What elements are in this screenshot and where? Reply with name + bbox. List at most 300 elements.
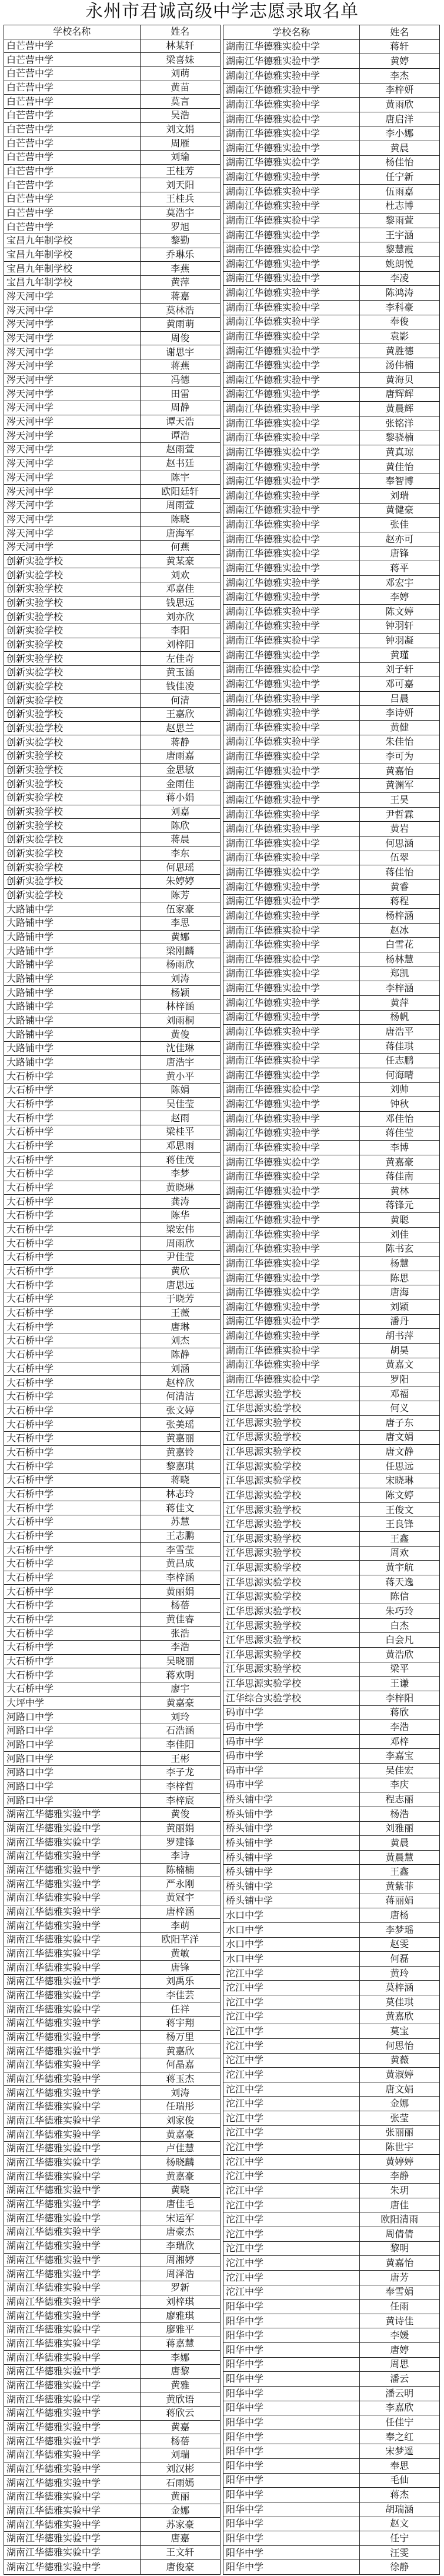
- school-cell: 白芒营中学: [4, 39, 141, 53]
- student-name-cell: 梁桂平: [140, 1125, 220, 1139]
- school-cell: 白芒营中学: [4, 67, 141, 81]
- student-name-cell: 黎慧霞: [359, 242, 439, 257]
- table-row: [4, 1459, 221, 1474]
- school-cell: 大石桥中学: [4, 1612, 141, 1627]
- table-row: [223, 1300, 440, 1315]
- student-name-cell: 黄岩: [359, 822, 439, 837]
- school-cell: 湖南江华德雅实验中学: [223, 39, 360, 54]
- table-row: [223, 459, 440, 474]
- school-cell: 水口中学: [223, 1908, 360, 1923]
- student-name-cell: 唐芳: [359, 2270, 439, 2285]
- school-cell: 湖南江华德雅实验中学: [4, 2392, 141, 2407]
- student-name-cell: 黄晓琳: [140, 1181, 220, 1195]
- student-name-cell: 刘天阳: [140, 178, 220, 192]
- school-cell: 宝昌九年制学校: [4, 234, 141, 248]
- student-name-cell: 黄苗: [140, 81, 220, 95]
- school-cell: 大路铺中学: [4, 944, 141, 958]
- school-cell: 湖南江华德雅实验中学: [4, 2017, 141, 2031]
- table-row: [4, 122, 221, 136]
- student-name-cell: 刘禹乐: [140, 1975, 220, 1989]
- school-cell: 湖南江华德雅实验中学: [4, 2406, 141, 2420]
- student-name-cell: 廖宇: [140, 1682, 220, 1696]
- table-row: [223, 1430, 440, 1445]
- school-cell: 湖南江华德雅实验中学: [223, 98, 360, 112]
- table-row: [4, 276, 221, 290]
- student-name-cell: 黄萍: [359, 995, 439, 1010]
- school-cell: 湖南江华德雅实验中学: [4, 2002, 141, 2017]
- school-cell: 湖南江华德雅实验中学: [223, 1082, 360, 1097]
- table-row: [4, 1752, 221, 1766]
- school-cell: 河路口中学: [4, 1794, 141, 1808]
- school-cell: 大石桥中学: [4, 1334, 141, 1348]
- table-row: [4, 1069, 221, 1084]
- school-cell: 创新实验学校: [4, 847, 141, 861]
- table-row: [223, 1358, 440, 1372]
- student-name-cell: 王昊: [359, 793, 439, 808]
- student-name-cell: 黄林: [359, 1184, 439, 1199]
- table-row: [223, 1937, 440, 1952]
- student-name-cell: 廖雅琪: [140, 2309, 220, 2323]
- school-cell: 河路口中学: [4, 1752, 141, 1766]
- school-cell: 沱江中学: [223, 2140, 360, 2155]
- student-name-cell: 黄健豪: [359, 503, 439, 518]
- table-row: [4, 95, 221, 109]
- table-row: [223, 1618, 440, 1633]
- table-row: [4, 2155, 221, 2170]
- student-name-cell: 张莹: [359, 2111, 439, 2126]
- school-cell: 湖南江华德雅实验中学: [223, 300, 360, 315]
- student-name-cell: 杨慧: [359, 1257, 439, 1271]
- student-name-cell: 莫宝: [359, 2024, 439, 2039]
- student-name-cell: 张丽丽: [359, 2125, 439, 2140]
- table-row: [4, 763, 221, 777]
- student-name-cell: 吴晓丽: [140, 1654, 220, 1668]
- student-name-cell: 黄晨: [359, 141, 439, 156]
- school-cell: 湖南江华德雅实验中学: [4, 2476, 141, 2490]
- student-name-cell: 李浩: [359, 1720, 439, 1735]
- student-name-cell: 黄婷婷: [359, 2154, 439, 2169]
- student-name-cell: 黄俊: [140, 1028, 220, 1042]
- student-name-cell: 李可为: [359, 749, 439, 764]
- student-name-cell: 黄昌成: [140, 1557, 220, 1571]
- school-cell: 湖南江华德雅实验中学: [223, 387, 360, 402]
- student-name-cell: 刘梓阳: [140, 638, 220, 652]
- school-cell: 湖南江华德雅实验中学: [223, 1054, 360, 1068]
- student-name-cell: 黄丽娟: [140, 1821, 220, 1835]
- school-cell: 创新实验学校: [4, 554, 141, 568]
- school-cell: 湖南江华德雅实验中学: [223, 214, 360, 228]
- table-row: [223, 764, 440, 778]
- student-name-cell: 黄玉涵: [140, 665, 220, 679]
- school-cell: 创新实验学校: [4, 624, 141, 638]
- school-cell: 湖南江华德雅实验中学: [4, 1835, 141, 1849]
- table-row: [223, 590, 440, 605]
- school-cell: 湖南江华德雅实验中学: [4, 2364, 141, 2378]
- name-column-header: 姓名: [359, 25, 439, 40]
- student-name-cell: 黄雨萌: [140, 318, 220, 332]
- student-name-cell: 杨雨欣: [140, 958, 220, 972]
- school-cell: 涔天河中学: [4, 498, 141, 512]
- table-row: [223, 1749, 440, 1764]
- table-row: [4, 415, 221, 429]
- school-cell: 水口中学: [223, 1937, 360, 1952]
- student-name-cell: 潘丹: [359, 1314, 439, 1329]
- table-row: [4, 1779, 221, 1794]
- school-cell: 涔天河中学: [4, 401, 141, 415]
- school-cell: 大石桥中学: [4, 1139, 141, 1153]
- table-row: [4, 1724, 221, 1738]
- school-cell: 湖南江华德雅实验中学: [223, 329, 360, 344]
- student-name-cell: 奉思: [359, 2459, 439, 2474]
- school-cell: 湖南江华德雅实验中学: [223, 1358, 360, 1372]
- school-cell: 码市中学: [223, 1749, 360, 1764]
- student-name-cell: 黄健: [359, 721, 439, 735]
- student-name-cell: 陈欣: [140, 819, 220, 833]
- table-row: [223, 416, 440, 431]
- table-row: [4, 749, 221, 763]
- school-cell: 阳华中学: [223, 2328, 360, 2343]
- table-row: [223, 2531, 440, 2546]
- school-cell: 沱江中学: [223, 2053, 360, 2068]
- table-row: [4, 1264, 221, 1278]
- school-cell: 白芒营中学: [4, 220, 141, 234]
- school-cell: 湖南江华德雅实验中学: [4, 2531, 141, 2545]
- student-name-cell: 赵梓欣: [140, 1376, 220, 1390]
- student-name-cell: 莫浩宇: [140, 206, 220, 220]
- school-cell: 湖南江华德雅实验中学: [223, 1169, 360, 1184]
- table-row: [223, 83, 440, 98]
- school-cell: 桥头铺中学: [223, 1879, 360, 1894]
- student-name-cell: 唐俊豪: [140, 2560, 220, 2575]
- table-row: [4, 401, 221, 415]
- table-row: [223, 2227, 440, 2242]
- table-row: [4, 498, 221, 512]
- table-row: [4, 1988, 221, 2002]
- student-name-cell: 李庆: [359, 1778, 439, 1792]
- table-row: [4, 2295, 221, 2309]
- school-cell: 涔天河中学: [4, 415, 141, 429]
- student-name-cell: 杨浩: [359, 1807, 439, 1821]
- school-column-header: 学校名称: [223, 25, 360, 40]
- table-row: [4, 610, 221, 624]
- table-row: [223, 967, 440, 981]
- student-name-cell: 何海晴: [359, 1068, 439, 1083]
- table-row: [4, 136, 221, 151]
- student-name-cell: 莫佳琪: [359, 1995, 439, 2010]
- school-cell: 大路铺中学: [4, 1000, 141, 1014]
- school-column-header: 学校名称: [4, 25, 141, 39]
- table-row: [4, 1529, 221, 1543]
- table-row: [223, 1155, 440, 1169]
- school-cell: 码市中学: [223, 1778, 360, 1792]
- student-name-cell: 刘瑞: [359, 489, 439, 504]
- student-name-cell: 钟羽凝: [359, 634, 439, 648]
- table-row: [4, 456, 221, 471]
- school-cell: 湖南江华德雅实验中学: [223, 1314, 360, 1329]
- student-name-cell: 伍家豪: [140, 902, 220, 917]
- student-name-cell: 黄嘉豪: [359, 1155, 439, 1169]
- table-row: [223, 1589, 440, 1604]
- school-cell: 湖南江华德雅实验中学: [4, 1821, 141, 1835]
- student-name-cell: 程志丽: [359, 1792, 439, 1807]
- table-row: [223, 1633, 440, 1648]
- school-cell: 江华思源实验学校: [223, 1677, 360, 1691]
- school-cell: 湖南江华德雅实验中学: [4, 1863, 141, 1877]
- student-name-cell: 黄玲: [359, 1966, 439, 1981]
- school-cell: 湖南江华德雅实验中学: [223, 489, 360, 504]
- school-cell: 湖南江华德雅实验中学: [4, 1988, 141, 2002]
- school-cell: 湖南江华德雅实验中学: [223, 879, 360, 894]
- school-cell: 大石桥中学: [4, 1278, 141, 1292]
- table-row: [4, 471, 221, 485]
- school-cell: 大路铺中学: [4, 1028, 141, 1042]
- table-row: [223, 1966, 440, 1981]
- student-name-cell: 赵雨萱: [140, 443, 220, 457]
- table-row: [223, 1662, 440, 1677]
- student-name-cell: 张铭洋: [359, 416, 439, 431]
- student-name-cell: 莫言: [140, 95, 220, 109]
- student-name-cell: 莫林浩: [140, 304, 220, 318]
- student-name-cell: 林志玲: [140, 1487, 220, 1501]
- student-name-cell: 蒋程: [359, 894, 439, 909]
- student-name-cell: 梁宏伟: [140, 1222, 220, 1237]
- table-header-row: [4, 25, 221, 39]
- student-name-cell: 宋晓琳: [359, 1474, 439, 1488]
- student-name-cell: 黄丽: [140, 2490, 220, 2504]
- student-name-cell: 刘文娟: [140, 122, 220, 136]
- page-title: 永州市君诚高级中学志愿录取名单: [85, 1, 359, 22]
- school-cell: 湖南江华德雅实验中学: [4, 2448, 141, 2462]
- student-name-cell: 黄薇: [359, 2053, 439, 2068]
- school-cell: 湖南江华德雅实验中学: [223, 199, 360, 214]
- table-row: [223, 2430, 440, 2444]
- table-row: [223, 981, 440, 996]
- student-name-cell: 蒋玉杰: [140, 2072, 220, 2086]
- school-cell: 江华思源实验学校: [223, 1561, 360, 1575]
- student-name-cell: 苏慧: [140, 1515, 220, 1529]
- student-name-cell: 龚涛: [140, 1195, 220, 1209]
- school-cell: 河路口中学: [4, 1710, 141, 1724]
- table-row: [223, 1691, 440, 1705]
- student-name-cell: 刘杰: [140, 1334, 220, 1348]
- table-row: [223, 228, 440, 242]
- school-cell: 大石桥中学: [4, 1376, 141, 1390]
- table-row: [223, 793, 440, 808]
- table-row: [223, 2545, 440, 2560]
- table-row: [4, 1111, 221, 1125]
- table-row: [4, 582, 221, 596]
- table-row: [4, 888, 221, 902]
- table-row: [223, 865, 440, 880]
- school-cell: 湖南江华德雅实验中学: [223, 1039, 360, 1054]
- school-cell: 大路铺中学: [4, 986, 141, 1000]
- school-cell: 创新实验学校: [4, 749, 141, 763]
- student-name-cell: 王鑫: [359, 1865, 439, 1879]
- school-cell: 白芒营中学: [4, 109, 141, 123]
- student-name-cell: 陈世宇: [359, 2140, 439, 2155]
- school-cell: 江华思源实验学校: [223, 1488, 360, 1503]
- student-name-cell: 唐文娟: [359, 2082, 439, 2097]
- student-name-cell: 奉智博: [359, 474, 439, 489]
- student-name-cell: 刘欢: [140, 568, 220, 582]
- student-name-cell: 李科豪: [359, 300, 439, 315]
- school-cell: 湖南江华德雅实验中学: [223, 1025, 360, 1039]
- table-header-row: [223, 25, 440, 40]
- table-row: [223, 1111, 440, 1126]
- student-name-cell: 卢佳慧: [140, 2142, 220, 2156]
- school-cell: 湖南江华德雅实验中学: [4, 1933, 141, 1947]
- table-row: [4, 735, 221, 749]
- school-cell: 大石桥中学: [4, 1529, 141, 1543]
- student-name-cell: 蒋佳文: [140, 1501, 220, 1515]
- table-row: [223, 199, 440, 214]
- school-cell: 湖南江华德雅实验中学: [4, 1947, 141, 1961]
- student-name-cell: 李燕: [140, 262, 220, 276]
- table-row: [223, 1372, 440, 1387]
- student-name-cell: 梁刚麟: [140, 944, 220, 958]
- table-row: [4, 2309, 221, 2323]
- table-row: [223, 1908, 440, 1923]
- student-name-cell: 冯德: [140, 373, 220, 387]
- student-name-cell: 石浩涵: [140, 1724, 220, 1738]
- table-row: [223, 1285, 440, 1300]
- school-cell: 大石桥中学: [4, 1473, 141, 1487]
- student-name-cell: 蒋静: [140, 735, 220, 749]
- table-row: [223, 1227, 440, 1242]
- school-cell: 湖南江华德雅实验中学: [4, 1919, 141, 1933]
- table-row: [4, 1612, 221, 1627]
- table-row: [4, 2197, 221, 2211]
- table-row: [223, 141, 440, 156]
- school-cell: 湖南江华德雅实验中学: [4, 2322, 141, 2337]
- table-row: [4, 2142, 221, 2156]
- table-row: [223, 2010, 440, 2024]
- table-row: [4, 2239, 221, 2253]
- student-name-cell: 邓可嘉: [359, 677, 439, 692]
- school-cell: 江华思源实验学校: [223, 1430, 360, 1445]
- student-name-cell: 左佳奇: [140, 652, 220, 666]
- school-cell: 湖南江华德雅实验中学: [223, 1198, 360, 1213]
- student-name-cell: 唐锋: [140, 1961, 220, 1975]
- student-name-cell: 唐文静: [359, 1445, 439, 1459]
- table-row: [223, 2502, 440, 2517]
- student-name-cell: 黄小平: [140, 1069, 220, 1084]
- student-name-cell: 刘雅丽: [359, 1821, 439, 1836]
- table-row: [4, 2462, 221, 2476]
- table-row: [223, 2372, 440, 2387]
- roster-tables: [4, 25, 440, 2575]
- school-cell: 大石桥中学: [4, 1418, 141, 1432]
- student-name-cell: 朱婷婷: [140, 874, 220, 888]
- school-cell: 沱江中学: [223, 2097, 360, 2111]
- student-name-cell: 黄宇航: [359, 1561, 439, 1575]
- table-row: [4, 81, 221, 95]
- table-row: [223, 2314, 440, 2328]
- school-cell: 大路铺中学: [4, 930, 141, 944]
- school-cell: 湖南江华德雅实验中学: [223, 532, 360, 546]
- table-row: [223, 2300, 440, 2314]
- student-name-cell: 谭天浩: [140, 415, 220, 429]
- school-cell: 江华思源实验学校: [223, 1502, 360, 1517]
- student-name-cell: 朱巧玲: [359, 1604, 439, 1619]
- student-name-cell: 黄睿: [359, 879, 439, 894]
- table-row: [223, 2154, 440, 2169]
- table-row: [4, 1195, 221, 1209]
- table-row: [4, 679, 221, 694]
- table-row: [4, 178, 221, 192]
- table-row: [4, 638, 221, 652]
- school-cell: 江华思源实验学校: [223, 1546, 360, 1561]
- table-row: [223, 112, 440, 126]
- table-row: [223, 1097, 440, 1112]
- school-cell: 湖南江华德雅实验中学: [223, 83, 360, 98]
- table-row: [4, 1891, 221, 1905]
- school-cell: 湖南江华德雅实验中学: [4, 1975, 141, 1989]
- student-name-cell: 刘玲: [140, 1710, 220, 1724]
- school-cell: 湖南江华德雅实验中学: [223, 315, 360, 329]
- table-row: [223, 879, 440, 894]
- school-cell: 大石桥中学: [4, 1515, 141, 1529]
- school-cell: 大石桥中学: [4, 1654, 141, 1668]
- table-row: [4, 1543, 221, 1557]
- school-cell: 湖南江华德雅实验中学: [4, 2253, 141, 2267]
- table-row: [223, 2459, 440, 2474]
- table-row: [223, 1734, 440, 1749]
- school-cell: 湖南江华德雅实验中学: [223, 1010, 360, 1025]
- student-name-cell: 朱佳怡: [359, 735, 439, 749]
- school-cell: 湖南江华德雅实验中学: [4, 2434, 141, 2448]
- school-cell: 湖南江华德雅实验中学: [223, 952, 360, 967]
- school-cell: 大石桥中学: [4, 1459, 141, 1474]
- student-name-cell: 蒋锋元: [359, 1198, 439, 1213]
- table-row: [223, 445, 440, 460]
- student-name-cell: 王桂兵: [140, 192, 220, 206]
- table-row: [4, 596, 221, 610]
- student-name-cell: 唐文娟: [359, 1430, 439, 1445]
- student-name-cell: 蒋欣云: [140, 2406, 220, 2420]
- table-row: [4, 2058, 221, 2072]
- table-row: [4, 902, 221, 917]
- school-cell: 湖南江华德雅实验中学: [4, 2462, 141, 2476]
- student-name-cell: 于晓芳: [140, 1292, 220, 1307]
- table-row: [4, 1348, 221, 1362]
- student-name-cell: 赵冰: [359, 923, 439, 938]
- student-name-cell: 李婷: [359, 590, 439, 605]
- table-row: [4, 1209, 221, 1223]
- table-row: [223, 1792, 440, 1807]
- school-cell: 白芒营中学: [4, 81, 141, 95]
- table-row: [223, 662, 440, 677]
- school-cell: 湖南江华德雅实验中学: [223, 286, 360, 301]
- student-name-cell: 黎嘉琪: [140, 1459, 220, 1474]
- school-cell: 湖南江华德雅实验中学: [223, 1372, 360, 1387]
- student-name-cell: 王彬: [140, 1752, 220, 1766]
- school-cell: 湖南江华德雅实验中学: [223, 112, 360, 126]
- table-row: [4, 568, 221, 582]
- school-cell: 涔天河中学: [4, 331, 141, 345]
- student-name-cell: 金雨佳: [140, 777, 220, 791]
- table-row: [223, 98, 440, 112]
- table-row: [4, 1251, 221, 1265]
- student-name-cell: 杜志博: [359, 199, 439, 214]
- table-row: [4, 67, 221, 81]
- student-name-cell: 何晶嘉: [140, 2058, 220, 2072]
- table-row: [4, 2211, 221, 2225]
- table-row: [4, 192, 221, 206]
- school-cell: 湖南江华德雅实验中学: [4, 2545, 141, 2560]
- student-name-cell: 王谦: [359, 1677, 439, 1691]
- student-name-cell: 欧阳清雨: [359, 2212, 439, 2227]
